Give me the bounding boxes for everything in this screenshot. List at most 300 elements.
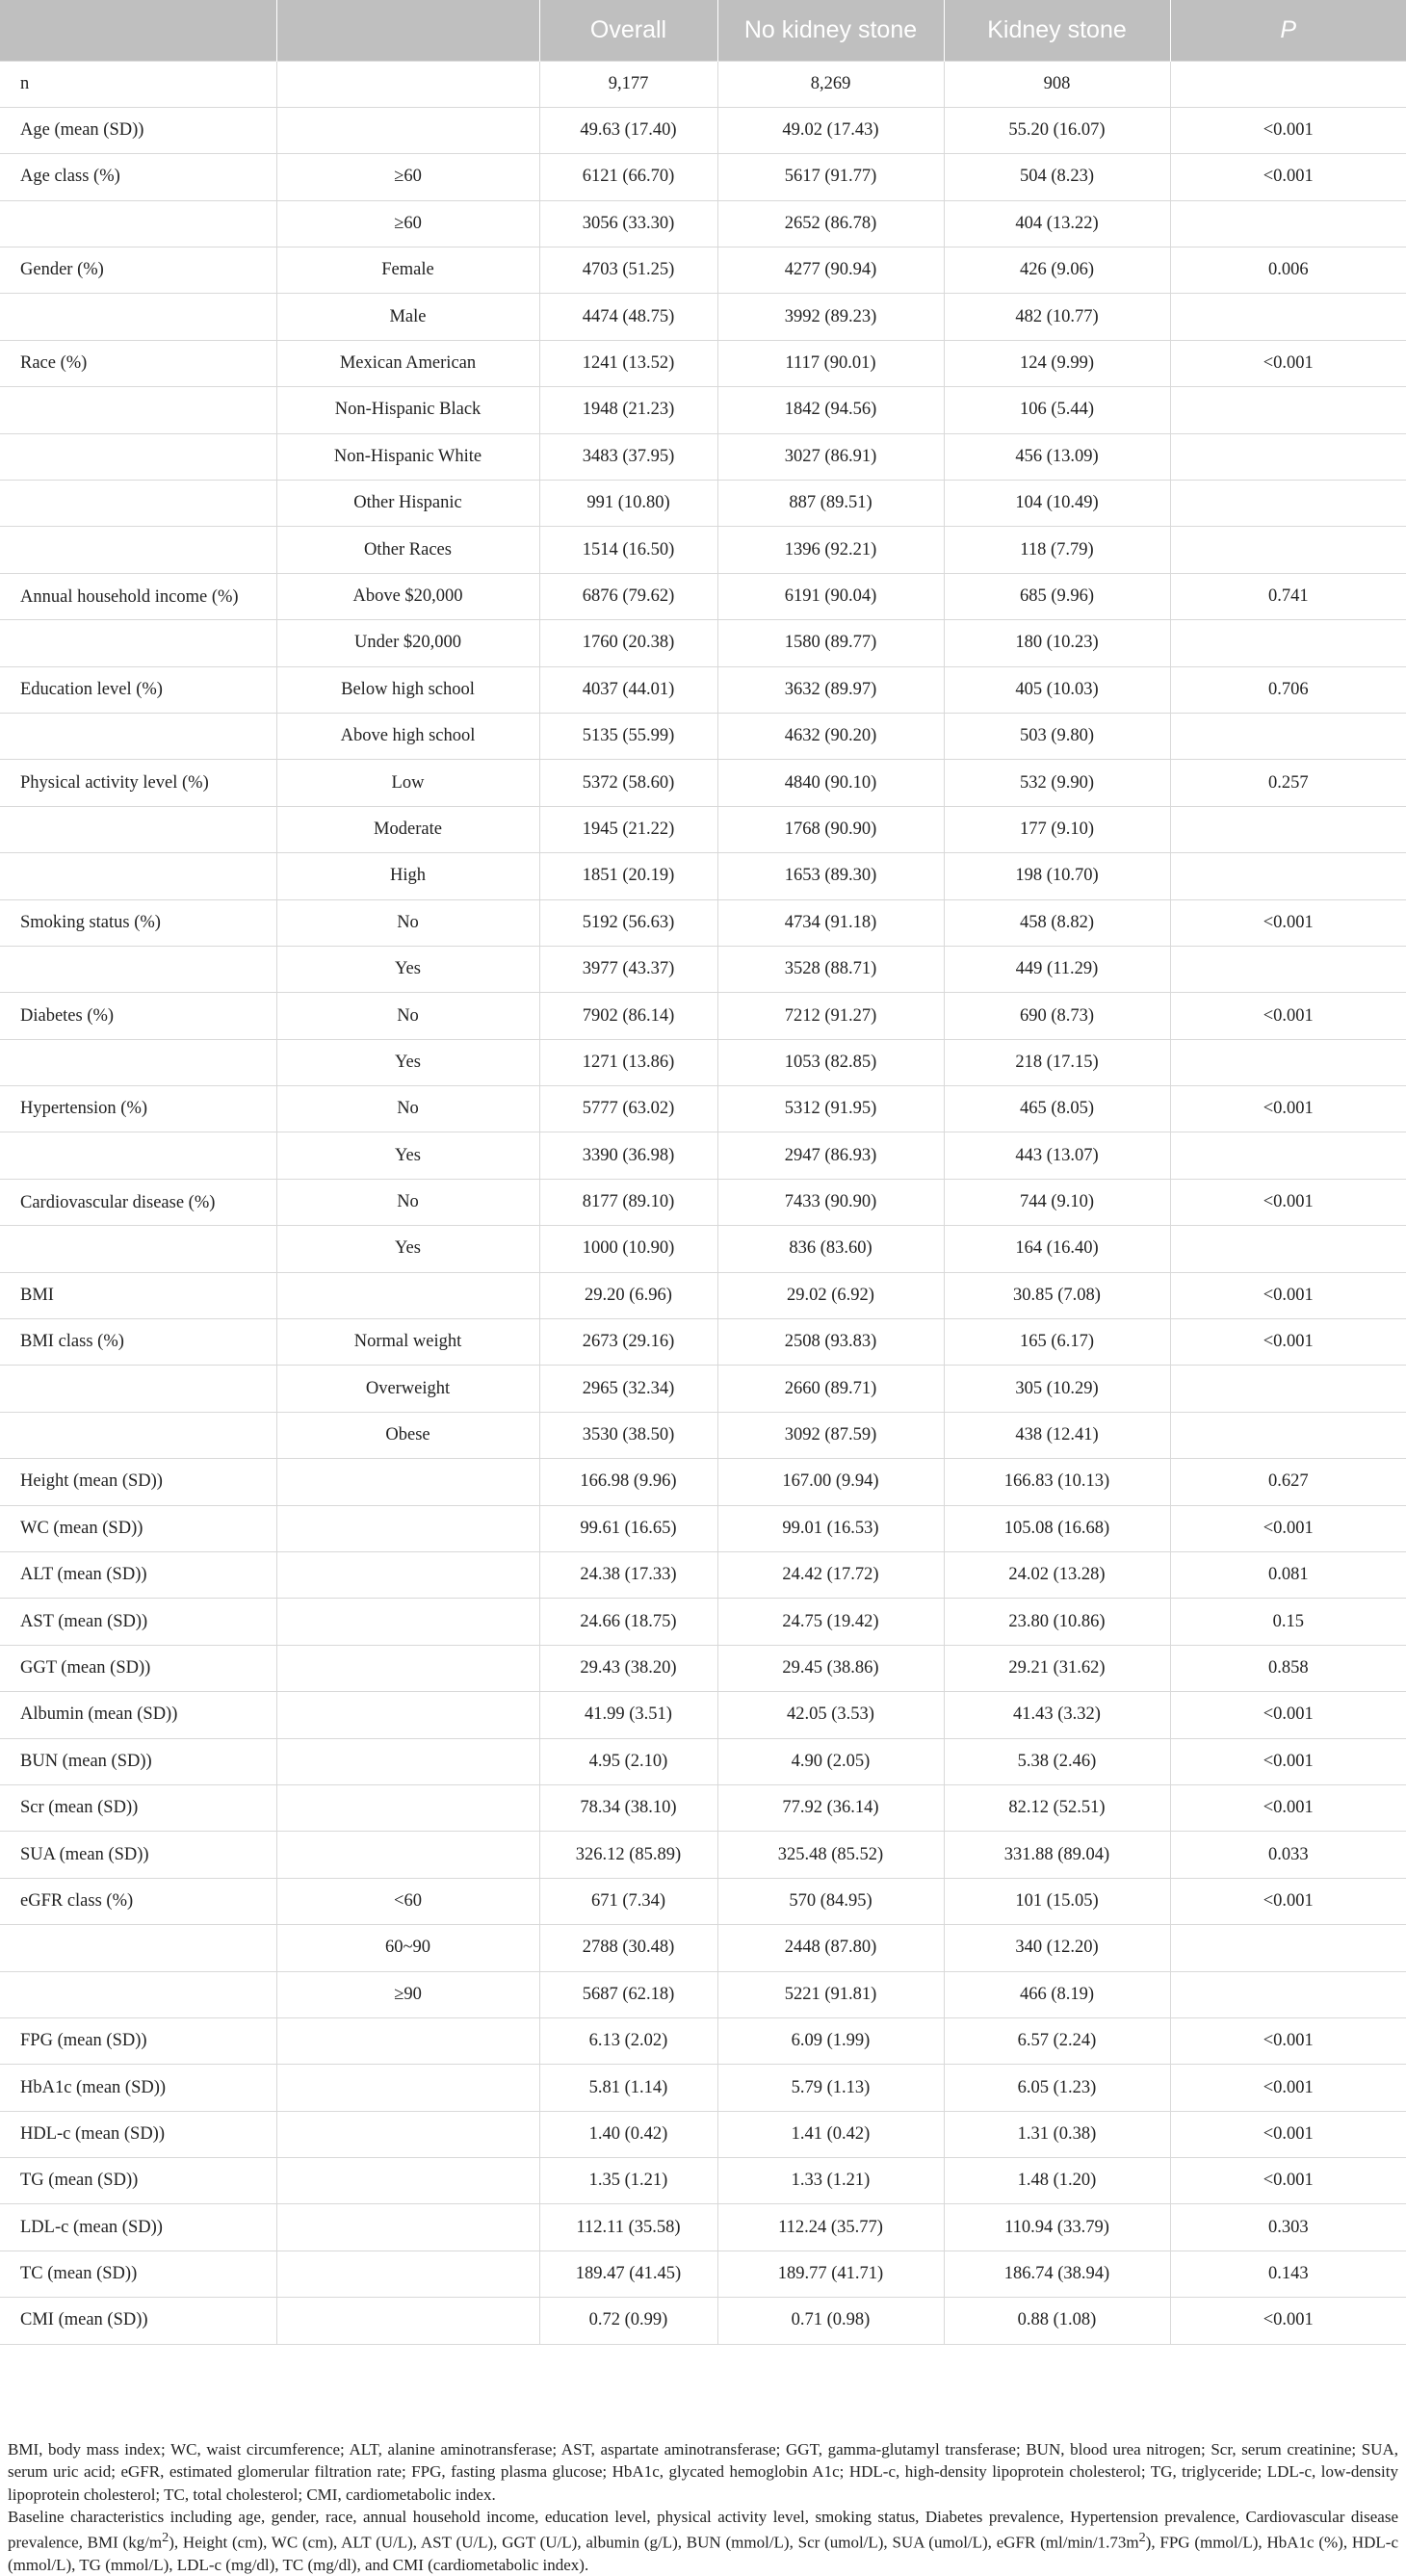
cell-overall: 3977 (43.37) (539, 946, 717, 992)
cell-no-kidney-stone: 4.90 (2.05) (717, 1738, 944, 1784)
cell-overall: 3483 (37.95) (539, 433, 717, 480)
cell-kidney-stone: 532 (9.90) (944, 760, 1170, 806)
cell-p-value: 0.257 (1170, 760, 1406, 806)
table-row (0, 1319, 1406, 1366)
cell-no-kidney-stone: 2947 (86.93) (717, 1132, 944, 1179)
cell-subgroup: Other Hispanic (276, 481, 539, 527)
table-row (0, 666, 1406, 713)
cell-subgroup: 60~90 (276, 1925, 539, 1971)
cell-variable: Gender (%) (0, 247, 276, 294)
cell-kidney-stone: 110.94 (33.79) (944, 2204, 1170, 2251)
cell-variable: BUN (mean (SD)) (0, 1738, 276, 1784)
cell-variable (0, 620, 276, 666)
cell-overall: 166.98 (9.96) (539, 1459, 717, 1505)
cell-no-kidney-stone: 2660 (89.71) (717, 1366, 944, 1412)
cell-variable: AST (mean (SD)) (0, 1599, 276, 1645)
cell-subgroup: Obese (276, 1412, 539, 1458)
table-row (0, 387, 1406, 433)
table-row (0, 1505, 1406, 1551)
cell-subgroup: Moderate (276, 806, 539, 852)
cell-kidney-stone: 177 (9.10) (944, 806, 1170, 852)
cell-variable: Age (mean (SD)) (0, 107, 276, 153)
cell-variable: Cardiovascular disease (%) (0, 1179, 276, 1225)
cell-variable: FPG (mean (SD)) (0, 2017, 276, 2064)
cell-overall: 1271 (13.86) (539, 1039, 717, 1085)
cell-no-kidney-stone: 112.24 (35.77) (717, 2204, 944, 2251)
cell-p-value: <0.001 (1170, 1179, 1406, 1225)
cell-subgroup: Yes (276, 946, 539, 992)
table-body (0, 61, 1406, 2344)
cell-variable (0, 1971, 276, 2017)
cell-subgroup: Above $20,000 (276, 573, 539, 619)
cell-p-value: <0.001 (1170, 1784, 1406, 1831)
cell-kidney-stone: 124 (9.99) (944, 340, 1170, 386)
cell-p-value: 0.006 (1170, 247, 1406, 294)
cell-p-value: <0.001 (1170, 1505, 1406, 1551)
cell-variable: Albumin (mean (SD)) (0, 1692, 276, 1738)
cell-overall: 1760 (20.38) (539, 620, 717, 666)
cell-overall: 6.13 (2.02) (539, 2017, 717, 2064)
cell-subgroup (276, 2204, 539, 2251)
cell-kidney-stone: 504 (8.23) (944, 154, 1170, 200)
cell-subgroup: Male (276, 294, 539, 340)
cell-variable: Height (mean (SD)) (0, 1459, 276, 1505)
cell-no-kidney-stone: 1396 (92.21) (717, 527, 944, 573)
cell-kidney-stone: 118 (7.79) (944, 527, 1170, 573)
cell-no-kidney-stone: 3092 (87.59) (717, 1412, 944, 1458)
table-row (0, 713, 1406, 759)
cell-variable: Annual household income (%) (0, 573, 276, 619)
table-row (0, 853, 1406, 899)
cell-kidney-stone: 30.85 (7.08) (944, 1272, 1170, 1318)
table-row (0, 1272, 1406, 1318)
table-footnotes (8, 2438, 1398, 2576)
cell-no-kidney-stone: 29.02 (6.92) (717, 1272, 944, 1318)
table-row (0, 1599, 1406, 1645)
header-cell-p-value: P (1280, 15, 1297, 43)
table-row (0, 1832, 1406, 1878)
cell-overall: 112.11 (35.58) (539, 2204, 717, 2251)
cell-overall: 991 (10.80) (539, 481, 717, 527)
cell-kidney-stone: 426 (9.06) (944, 247, 1170, 294)
cell-p-value: <0.001 (1170, 2065, 1406, 2111)
cell-no-kidney-stone: 4277 (90.94) (717, 247, 944, 294)
table-row (0, 433, 1406, 480)
cell-variable (0, 433, 276, 480)
cell-no-kidney-stone: 1768 (90.90) (717, 806, 944, 852)
cell-subgroup: ≥90 (276, 1971, 539, 2017)
cell-p-value: 0.627 (1170, 1459, 1406, 1505)
cell-variable: BMI (0, 1272, 276, 1318)
cell-subgroup: ≥60 (276, 154, 539, 200)
cell-p-value (1170, 946, 1406, 992)
cell-subgroup (276, 1272, 539, 1318)
cell-no-kidney-stone: 3632 (89.97) (717, 666, 944, 713)
cell-variable: WC (mean (SD)) (0, 1505, 276, 1551)
header-cell-kidney-stone: Kidney stone (944, 0, 1170, 61)
table-row (0, 1179, 1406, 1225)
cell-p-value (1170, 387, 1406, 433)
table-row (0, 620, 1406, 666)
table-row (0, 760, 1406, 806)
cell-kidney-stone: 105.08 (16.68) (944, 1505, 1170, 1551)
cell-p-value: <0.001 (1170, 1738, 1406, 1784)
cell-subgroup (276, 2251, 539, 2297)
cell-kidney-stone: 55.20 (16.07) (944, 107, 1170, 153)
cell-p-value: <0.001 (1170, 2017, 1406, 2064)
cell-variable: Race (%) (0, 340, 276, 386)
cell-kidney-stone: 458 (8.82) (944, 899, 1170, 946)
cell-kidney-stone: 305 (10.29) (944, 1366, 1170, 1412)
cell-overall: 6121 (66.70) (539, 154, 717, 200)
cell-kidney-stone: 41.43 (3.32) (944, 1692, 1170, 1738)
cell-variable: n (0, 61, 276, 107)
footnote-abbreviations: BMI, body mass index; WC, waist circumference; ALT, alanine aminotransferase; AST, aspartate aminotransferase; GGT, gamma-glutamyl transferase; BUN, blood urea nitrogen; Scr, serum creatinine; SUA, serum uric acid; eGFR, estimated glomerular filtration rate; FPG, fasting plasma glucose; HbA1c, glycated hemoglobin A1c; HDL-c, high-density lipoprotein cholesterol; TG, triglyceride; LDL-c, low-density lipoprotein cholesterol; TC, total cholesterol; CMI, cardiometabolic index. (8, 2440, 1398, 2504)
cell-no-kidney-stone: 5312 (91.95) (717, 1086, 944, 1132)
cell-variable (0, 1039, 276, 1085)
cell-no-kidney-stone: 1117 (90.01) (717, 340, 944, 386)
cell-no-kidney-stone: 4734 (91.18) (717, 899, 944, 946)
cell-no-kidney-stone: 24.75 (19.42) (717, 1599, 944, 1645)
cell-overall: 671 (7.34) (539, 1878, 717, 1924)
cell-overall: 24.38 (17.33) (539, 1552, 717, 1599)
cell-no-kidney-stone: 2652 (86.78) (717, 200, 944, 247)
cell-subgroup (276, 2017, 539, 2064)
cell-kidney-stone: 1.48 (1.20) (944, 2158, 1170, 2204)
cell-no-kidney-stone: 99.01 (16.53) (717, 1505, 944, 1551)
cell-overall: 1945 (21.22) (539, 806, 717, 852)
footnote-units-text: ), Height (cm), WC (cm), ALT (U/L), AST (U/L), GGT (U/L), albumin (g/L), BUN (mmol/L), Scr (umol/L), SUA (umol/L), eGFR (ml/min/1.73m (169, 2533, 1139, 2552)
cell-subgroup (276, 1552, 539, 1599)
cell-overall: 4037 (44.01) (539, 666, 717, 713)
cell-overall: 9,177 (539, 61, 717, 107)
cell-variable (0, 713, 276, 759)
table-row (0, 806, 1406, 852)
cell-subgroup (276, 1832, 539, 1878)
cell-overall: 1948 (21.23) (539, 387, 717, 433)
table-row (0, 154, 1406, 200)
cell-no-kidney-stone: 7212 (91.27) (717, 993, 944, 1039)
table-row (0, 1552, 1406, 1599)
cell-subgroup: No (276, 1086, 539, 1132)
table-row (0, 899, 1406, 946)
table-row (0, 1226, 1406, 1272)
cell-no-kidney-stone: 49.02 (17.43) (717, 107, 944, 153)
cell-subgroup (276, 61, 539, 107)
cell-no-kidney-stone: 6.09 (1.99) (717, 2017, 944, 2064)
cell-overall: 189.47 (41.45) (539, 2251, 717, 2297)
table-row (0, 200, 1406, 247)
table-row (0, 1784, 1406, 1831)
cell-no-kidney-stone: 570 (84.95) (717, 1878, 944, 1924)
cell-no-kidney-stone: 24.42 (17.72) (717, 1552, 944, 1599)
cell-variable: Age class (%) (0, 154, 276, 200)
cell-variable: HbA1c (mean (SD)) (0, 2065, 276, 2111)
cell-kidney-stone: 101 (15.05) (944, 1878, 1170, 1924)
cell-p-value (1170, 1226, 1406, 1272)
cell-subgroup: No (276, 899, 539, 946)
cell-variable (0, 1366, 276, 1412)
footnote-units (8, 2506, 1398, 2576)
cell-no-kidney-stone: 1053 (82.85) (717, 1039, 944, 1085)
cell-subgroup (276, 1599, 539, 1645)
cell-no-kidney-stone: 6191 (90.04) (717, 573, 944, 619)
cell-kidney-stone: 405 (10.03) (944, 666, 1170, 713)
cell-variable: TC (mean (SD)) (0, 2251, 276, 2297)
cell-no-kidney-stone: 1.41 (0.42) (717, 2111, 944, 2157)
table-row (0, 1459, 1406, 1505)
header-cell-no-kidney-stone: No kidney stone (717, 0, 944, 61)
cell-no-kidney-stone: 887 (89.51) (717, 481, 944, 527)
cell-overall: 6876 (79.62) (539, 573, 717, 619)
cell-p-value (1170, 713, 1406, 759)
cell-subgroup (276, 107, 539, 153)
cell-overall: 78.34 (38.10) (539, 1784, 717, 1831)
cell-p-value: <0.001 (1170, 1878, 1406, 1924)
cell-variable: Diabetes (%) (0, 993, 276, 1039)
cell-p-value: <0.001 (1170, 107, 1406, 153)
cell-no-kidney-stone: 1580 (89.77) (717, 620, 944, 666)
cell-p-value (1170, 294, 1406, 340)
cell-variable (0, 946, 276, 992)
cell-variable: CMI (mean (SD)) (0, 2298, 276, 2344)
cell-p-value: <0.001 (1170, 1319, 1406, 1366)
cell-kidney-stone: 104 (10.49) (944, 481, 1170, 527)
cell-p-value: <0.001 (1170, 1272, 1406, 1318)
cell-overall: 5.81 (1.14) (539, 2065, 717, 2111)
cell-no-kidney-stone: 8,269 (717, 61, 944, 107)
cell-overall: 5192 (56.63) (539, 899, 717, 946)
cell-p-value: <0.001 (1170, 1692, 1406, 1738)
cell-kidney-stone: 218 (17.15) (944, 1039, 1170, 1085)
cell-kidney-stone: 6.05 (1.23) (944, 2065, 1170, 2111)
cell-variable: GGT (mean (SD)) (0, 1645, 276, 1691)
cell-subgroup: No (276, 1179, 539, 1225)
table-row (0, 1645, 1406, 1691)
cell-kidney-stone: 331.88 (89.04) (944, 1832, 1170, 1878)
cell-subgroup (276, 1784, 539, 1831)
cell-overall: 41.99 (3.51) (539, 1692, 717, 1738)
cell-kidney-stone: 106 (5.44) (944, 387, 1170, 433)
cell-no-kidney-stone: 2508 (93.83) (717, 1319, 944, 1366)
cell-variable (0, 1925, 276, 1971)
cell-no-kidney-stone: 5617 (91.77) (717, 154, 944, 200)
cell-p-value: 0.15 (1170, 1599, 1406, 1645)
cell-no-kidney-stone: 2448 (87.80) (717, 1925, 944, 1971)
cell-p-value: <0.001 (1170, 899, 1406, 946)
cell-variable (0, 806, 276, 852)
cell-kidney-stone: 443 (13.07) (944, 1132, 1170, 1179)
cell-variable: HDL-c (mean (SD)) (0, 2111, 276, 2157)
cell-kidney-stone: 908 (944, 61, 1170, 107)
cell-subgroup: Yes (276, 1039, 539, 1085)
cell-no-kidney-stone: 4632 (90.20) (717, 713, 944, 759)
cell-overall: 1514 (16.50) (539, 527, 717, 573)
cell-p-value (1170, 1925, 1406, 1971)
cell-overall: 7902 (86.14) (539, 993, 717, 1039)
cell-kidney-stone: 449 (11.29) (944, 946, 1170, 992)
cell-p-value (1170, 853, 1406, 899)
footnote-units-superscript: 2 (162, 2529, 169, 2545)
table-row (0, 2065, 1406, 2111)
cell-overall: 29.43 (38.20) (539, 1645, 717, 1691)
cell-variable (0, 481, 276, 527)
cell-variable (0, 527, 276, 573)
cell-p-value: 0.706 (1170, 666, 1406, 713)
table-row (0, 1366, 1406, 1412)
cell-subgroup: Above high school (276, 713, 539, 759)
cell-p-value (1170, 1971, 1406, 2017)
cell-subgroup: <60 (276, 1878, 539, 1924)
cell-p-value: 0.741 (1170, 573, 1406, 619)
cell-variable: eGFR class (%) (0, 1878, 276, 1924)
cell-overall: 8177 (89.10) (539, 1179, 717, 1225)
cell-no-kidney-stone: 1653 (89.30) (717, 853, 944, 899)
cell-variable: Hypertension (%) (0, 1086, 276, 1132)
cell-subgroup (276, 2298, 539, 2344)
cell-subgroup (276, 2065, 539, 2111)
table-row (0, 1692, 1406, 1738)
cell-kidney-stone: 744 (9.10) (944, 1179, 1170, 1225)
cell-no-kidney-stone: 189.77 (41.71) (717, 2251, 944, 2297)
table-row (0, 1412, 1406, 1458)
table-row (0, 2111, 1406, 2157)
cell-kidney-stone: 164 (16.40) (944, 1226, 1170, 1272)
cell-no-kidney-stone: 167.00 (9.94) (717, 1459, 944, 1505)
cell-kidney-stone: 466 (8.19) (944, 1971, 1170, 2017)
cell-p-value (1170, 433, 1406, 480)
cell-subgroup (276, 1645, 539, 1691)
cell-no-kidney-stone: 4840 (90.10) (717, 760, 944, 806)
cell-no-kidney-stone: 3027 (86.91) (717, 433, 944, 480)
cell-overall: 5372 (58.60) (539, 760, 717, 806)
cell-overall: 5135 (55.99) (539, 713, 717, 759)
table-row (0, 61, 1406, 107)
cell-subgroup (276, 1459, 539, 1505)
cell-subgroup: Yes (276, 1226, 539, 1272)
cell-no-kidney-stone: 5221 (91.81) (717, 1971, 944, 2017)
cell-kidney-stone: 6.57 (2.24) (944, 2017, 1170, 2064)
cell-overall: 3390 (36.98) (539, 1132, 717, 1179)
cell-variable: ALT (mean (SD)) (0, 1552, 276, 1599)
cell-p-value: <0.001 (1170, 993, 1406, 1039)
footnote-units-superscript: 2 (1138, 2529, 1146, 2545)
cell-no-kidney-stone: 77.92 (36.14) (717, 1784, 944, 1831)
cell-variable (0, 853, 276, 899)
cell-p-value: <0.001 (1170, 340, 1406, 386)
cell-no-kidney-stone: 7433 (90.90) (717, 1179, 944, 1225)
cell-variable: Scr (mean (SD)) (0, 1784, 276, 1831)
cell-p-value (1170, 481, 1406, 527)
cell-overall: 326.12 (85.89) (539, 1832, 717, 1878)
cell-overall: 0.72 (0.99) (539, 2298, 717, 2344)
table-row (0, 573, 1406, 619)
cell-variable: Smoking status (%) (0, 899, 276, 946)
cell-no-kidney-stone: 29.45 (38.86) (717, 1645, 944, 1691)
cell-kidney-stone: 23.80 (10.86) (944, 1599, 1170, 1645)
cell-overall: 99.61 (16.65) (539, 1505, 717, 1551)
cell-p-value: 0.303 (1170, 2204, 1406, 2251)
cell-variable: LDL-c (mean (SD)) (0, 2204, 276, 2251)
table-row (0, 1738, 1406, 1784)
cell-p-value: 0.081 (1170, 1552, 1406, 1599)
cell-p-value: <0.001 (1170, 2111, 1406, 2157)
cell-kidney-stone: 198 (10.70) (944, 853, 1170, 899)
cell-overall: 24.66 (18.75) (539, 1599, 717, 1645)
cell-kidney-stone: 180 (10.23) (944, 620, 1170, 666)
cell-overall: 3530 (38.50) (539, 1412, 717, 1458)
table-header-row (0, 0, 1406, 61)
cell-subgroup: Female (276, 247, 539, 294)
table-row (0, 294, 1406, 340)
cell-subgroup: Mexican American (276, 340, 539, 386)
cell-overall: 2673 (29.16) (539, 1319, 717, 1366)
table-row (0, 527, 1406, 573)
cell-overall: 3056 (33.30) (539, 200, 717, 247)
cell-overall: 1.40 (0.42) (539, 2111, 717, 2157)
table-row (0, 1971, 1406, 2017)
cell-kidney-stone: 482 (10.77) (944, 294, 1170, 340)
cell-subgroup: Other Races (276, 527, 539, 573)
cell-overall: 2965 (32.34) (539, 1366, 717, 1412)
cell-p-value: 0.143 (1170, 2251, 1406, 2297)
cell-kidney-stone: 456 (13.09) (944, 433, 1170, 480)
cell-subgroup: Yes (276, 1132, 539, 1179)
cell-overall: 1851 (20.19) (539, 853, 717, 899)
cell-kidney-stone: 165 (6.17) (944, 1319, 1170, 1366)
table-row (0, 107, 1406, 153)
cell-overall: 29.20 (6.96) (539, 1272, 717, 1318)
cell-overall: 1241 (13.52) (539, 340, 717, 386)
cell-overall: 1000 (10.90) (539, 1226, 717, 1272)
cell-p-value: <0.001 (1170, 1086, 1406, 1132)
cell-no-kidney-stone: 836 (83.60) (717, 1226, 944, 1272)
cell-overall: 5777 (63.02) (539, 1086, 717, 1132)
cell-kidney-stone: 404 (13.22) (944, 200, 1170, 247)
cell-kidney-stone: 438 (12.41) (944, 1412, 1170, 1458)
header-cell-subgroup (276, 0, 539, 61)
cell-p-value (1170, 527, 1406, 573)
table-row (0, 2204, 1406, 2251)
table-row (0, 340, 1406, 386)
cell-variable (0, 387, 276, 433)
cell-variable: Education level (%) (0, 666, 276, 713)
cell-subgroup: Overweight (276, 1366, 539, 1412)
header-cell-overall: Overall (539, 0, 717, 61)
cell-no-kidney-stone: 3528 (88.71) (717, 946, 944, 992)
cell-overall: 49.63 (17.40) (539, 107, 717, 153)
cell-kidney-stone: 503 (9.80) (944, 713, 1170, 759)
cell-p-value (1170, 620, 1406, 666)
cell-subgroup: Under $20,000 (276, 620, 539, 666)
cell-no-kidney-stone: 5.79 (1.13) (717, 2065, 944, 2111)
cell-p-value (1170, 1039, 1406, 1085)
cell-kidney-stone: 690 (8.73) (944, 993, 1170, 1039)
table-row (0, 1132, 1406, 1179)
cell-kidney-stone: 24.02 (13.28) (944, 1552, 1170, 1599)
cell-kidney-stone: 186.74 (38.94) (944, 2251, 1170, 2297)
table-row (0, 2158, 1406, 2204)
table-row (0, 2298, 1406, 2344)
table-row (0, 247, 1406, 294)
table-row (0, 481, 1406, 527)
cell-overall: 1.35 (1.21) (539, 2158, 717, 2204)
cell-p-value (1170, 61, 1406, 107)
cell-p-value (1170, 1132, 1406, 1179)
cell-kidney-stone: 685 (9.96) (944, 573, 1170, 619)
cell-p-value: 0.858 (1170, 1645, 1406, 1691)
cell-variable (0, 200, 276, 247)
